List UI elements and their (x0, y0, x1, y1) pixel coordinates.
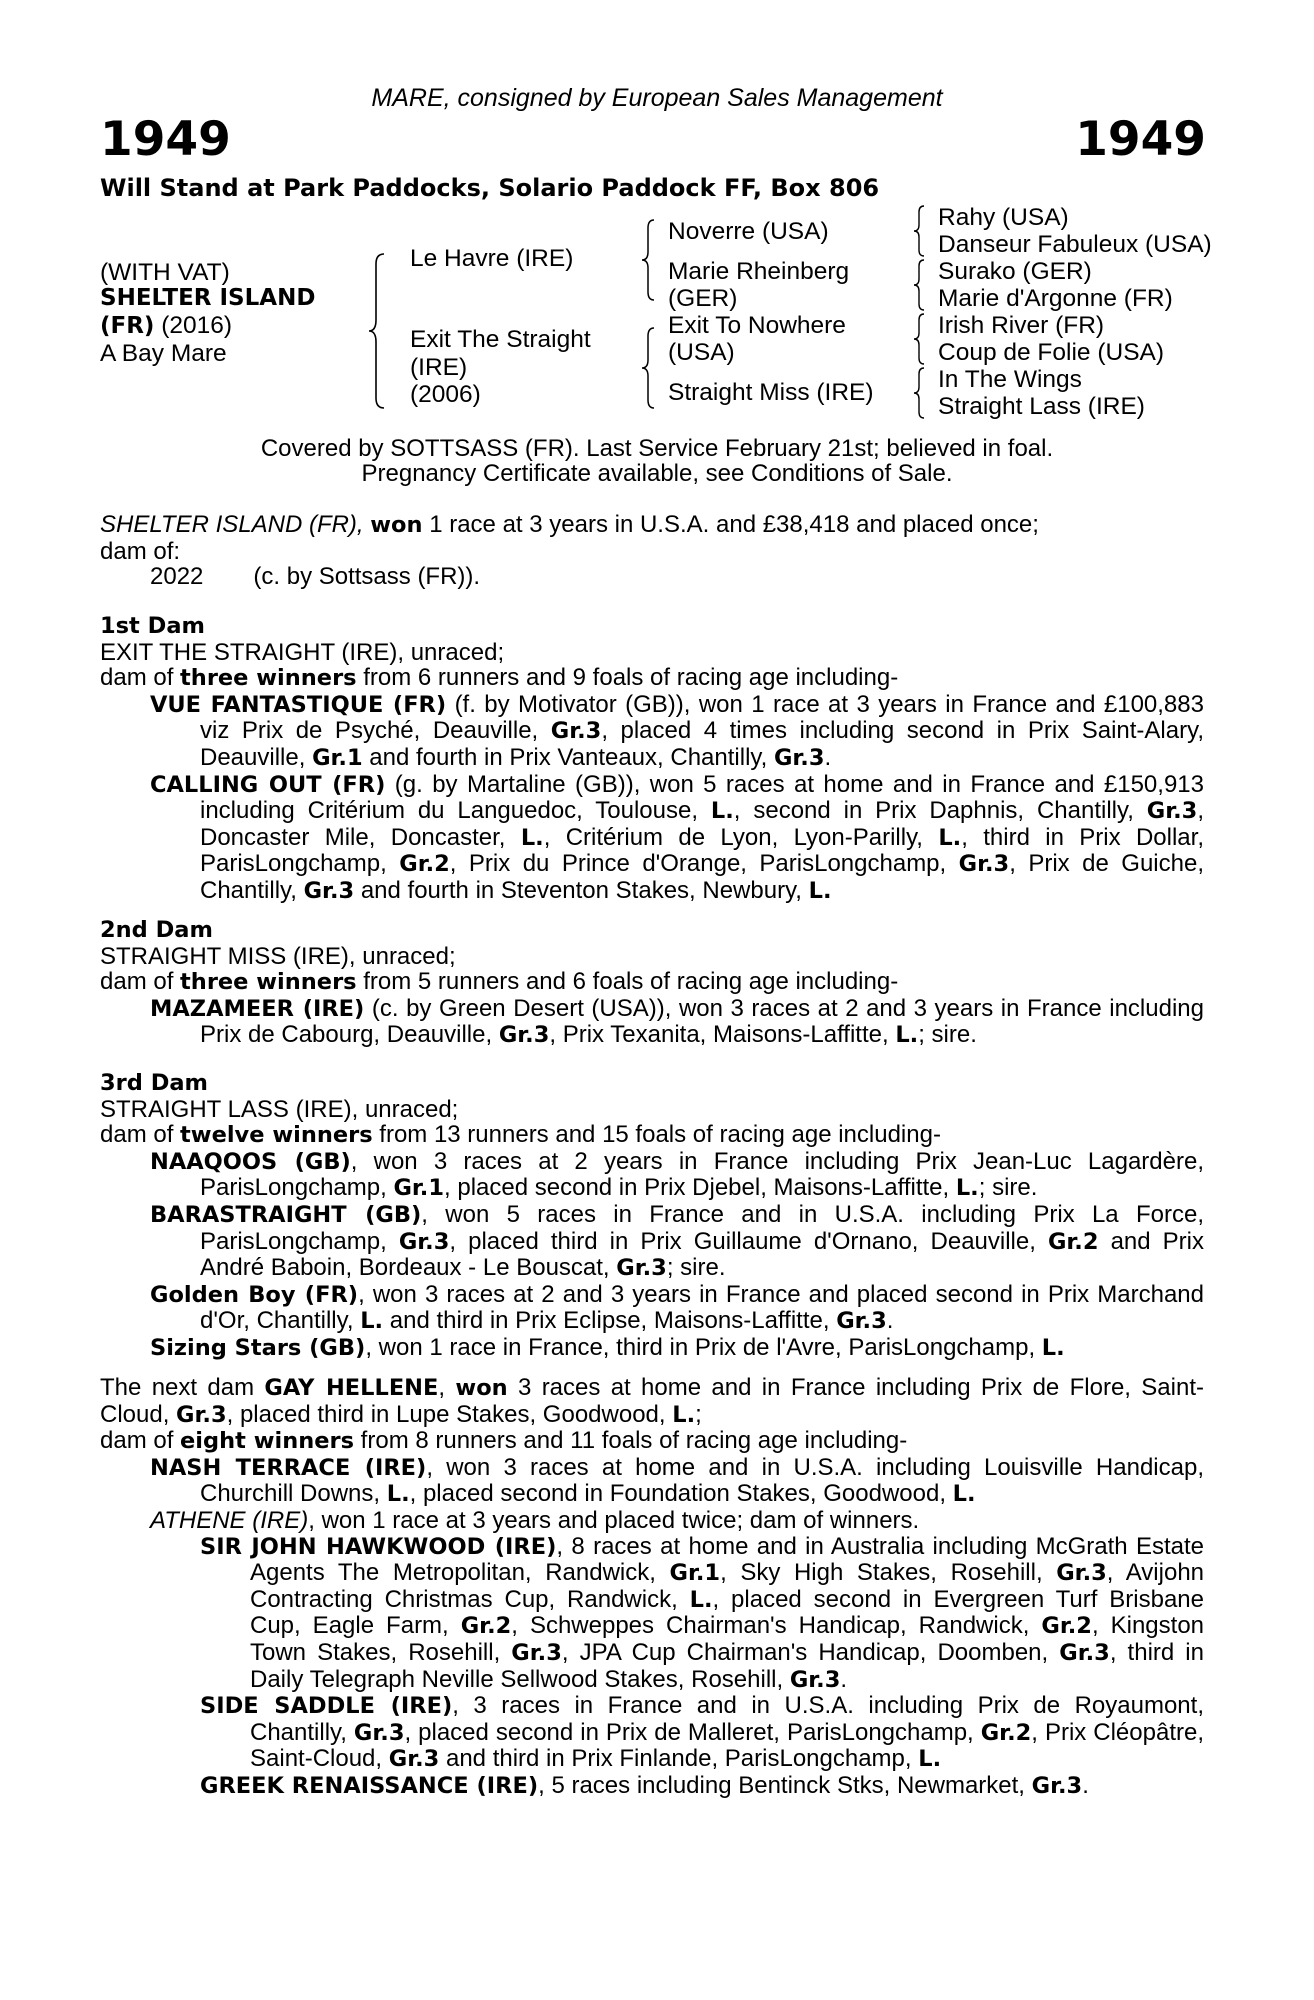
dam-sire-line2: (USA) (668, 339, 735, 366)
foal-year: 2022 (150, 563, 204, 591)
text: , 3 races in France and in U.S.A. including Prix de Royaumont, Chantilly, (250, 1692, 1204, 1746)
second-dam-line: STRAIGHT MISS (IRE), unraced; (100, 942, 456, 970)
horse-name: MAZAMEER (IRE) (150, 995, 365, 1022)
text: . (1082, 1771, 1089, 1799)
first-dam-summary (100, 665, 1204, 692)
second-dam-heading: 2nd Dam (100, 917, 213, 943)
text: The next dam (100, 1374, 265, 1401)
text: and Prix André Baboin, Bordeaux - Le Bouscat, (200, 1227, 1204, 1282)
horse-name: CALLING OUT (FR) (150, 771, 386, 798)
text: , 5 races including Bentinck Stks, Newmarket, (538, 1771, 1032, 1799)
produce-barastraight (100, 1202, 1204, 1282)
text: dam of (100, 1427, 181, 1455)
horse-description: A Bay Mare (100, 340, 227, 367)
sire-sire-sire: Rahy (USA) (938, 204, 1069, 231)
second-dam-summary (100, 969, 1204, 996)
horse-name: GAY HELLENE (264, 1375, 439, 1401)
horse-name: NASH TERRACE (IRE) (150, 1454, 427, 1481)
horse-name: ATHENE (IRE) (150, 1506, 309, 1534)
grade: Gr.1 (312, 744, 363, 771)
text: , won 1 race in France, third in Prix de l'Avre, ParisLongchamp, (365, 1333, 1042, 1361)
text: dam of (100, 968, 181, 996)
winners-count: three winners (180, 665, 357, 692)
grade: Gr.2 (1047, 1228, 1099, 1255)
produce-naaqoos (100, 1149, 1204, 1202)
produce-greek-renaissance (100, 1773, 1204, 1800)
horse-name: GREEK RENAISSANCE (IRE) (200, 1772, 539, 1799)
grade: L. (710, 798, 734, 825)
text: , Prix de Guiche, Chantilly, (200, 850, 1204, 904)
grade: Gr.2 (1041, 1613, 1092, 1640)
grade: L. (895, 1022, 919, 1049)
text: . (840, 1665, 848, 1693)
text: , placed third in Prix Guillaume d'Ornano, Deauville, (449, 1227, 1048, 1255)
text: , second in Prix Daphnis, Chantilly, (733, 797, 1147, 825)
pedigree-brace-g3 (912, 312, 932, 366)
horse-name: SIR JOHN HAWKWOOD (IRE) (200, 1533, 557, 1560)
third-dam-section (100, 1071, 1204, 1362)
grade: Gr.1 (669, 1560, 721, 1587)
second-dam-section (100, 918, 1204, 1049)
text: ; sire. (666, 1254, 726, 1282)
text: ; sire. (918, 1021, 977, 1049)
horse-origin-year (100, 312, 232, 340)
horse-origin: (FR) (100, 313, 155, 339)
grade: Gr.3 (1031, 1772, 1083, 1799)
sire-dam-dam: Marie d'Argonne (FR) (938, 285, 1173, 312)
text: , 8 races at home and in Australia including McGrath Estate Agents The Metropolitan, Randwick, (250, 1532, 1205, 1587)
text: and third in Prix Finlande, ParisLongchamp, (439, 1745, 919, 1773)
text: , (438, 1374, 456, 1401)
first-dam-section (100, 614, 1204, 905)
text: , placed second in Prix de Malleret, ParisLongchamp, (404, 1718, 981, 1746)
location-line: Will Stand at Park Paddocks, Solario Paddock FF, Box 806 (100, 174, 880, 202)
dam-name-line3: (2006) (410, 381, 481, 408)
produce-sir-john-hawkwood (100, 1534, 1204, 1694)
winners-count: twelve winners (180, 1122, 373, 1149)
dam-dam-dam: Straight Lass (IRE) (938, 393, 1145, 420)
grade: Gr.3 (773, 744, 825, 771)
grade: L. (520, 824, 544, 851)
intro-horse-name: SHELTER ISLAND (FR), (100, 511, 364, 538)
grade: Gr.3 (958, 851, 1010, 878)
sire-dam-sire: Surako (GER) (938, 258, 1092, 285)
text: , Critérium de Lyon, Lyon-Parilly, (543, 823, 939, 851)
text: , Sky High Stakes, Rosehill, (720, 1559, 1057, 1587)
pedigree-brace-g2 (912, 258, 932, 312)
horse-name: SIDE SADDLE (IRE) (200, 1693, 453, 1720)
third-dam-line: STRAIGHT LASS (IRE), unraced; (100, 1095, 459, 1123)
grade: L. (689, 1586, 713, 1613)
text: , Prix Cléopâtre, Saint-Cloud, (250, 1718, 1204, 1773)
intro-section (100, 512, 1204, 590)
grade: L. (918, 1746, 942, 1773)
lot-number-right: 1949 (1075, 112, 1206, 167)
covered-line2: Pregnancy Certificate available, see Conditions of Sale. (361, 460, 953, 487)
grade: L. (952, 1481, 976, 1508)
pedigree-brace-sire (640, 218, 664, 303)
grade: Gr.3 (498, 1022, 550, 1049)
horse-name: VUE FANTASTIQUE (FR) (150, 691, 447, 718)
grade: L. (938, 824, 962, 851)
dam-name-line2: (IRE) (410, 354, 468, 381)
text: . (824, 743, 832, 771)
text: , Kingston Town Stakes, Rosehill, (250, 1612, 1205, 1666)
text: from 13 runners and 15 foals of racing age including- (372, 1121, 941, 1149)
next-dam-summary (100, 1428, 1204, 1455)
text: , third in Daily Telegraph Neville Sellwood Stakes, Rosehill, (250, 1638, 1204, 1693)
text: , placed third in Lupe Stakes, Goodwood, (226, 1400, 673, 1428)
sire-sire-dam: Danseur Fabuleux (USA) (938, 231, 1212, 258)
grade: Gr.2 (460, 1613, 512, 1640)
sire-name: Le Havre (IRE) (410, 245, 574, 272)
sire-dam-line1: Marie Rheinberg (668, 258, 850, 285)
grade: Gr.3 (789, 1666, 841, 1693)
produce-sizing-stars (100, 1335, 1204, 1362)
text: dam of (100, 664, 181, 692)
text: 3 races at home and in France including Prix de Flore, Saint-Cloud, (100, 1374, 1204, 1428)
intro-foal (100, 564, 1204, 590)
produce-mazameer (100, 996, 1204, 1049)
next-dam-intro (100, 1375, 1204, 1428)
grade: L. (955, 1175, 979, 1202)
text: and fourth in Prix Vanteaux, Chantilly, (362, 743, 774, 771)
horse-year: (2016) (161, 312, 233, 339)
text: , won 3 races at home and in U.S.A. including Louisville Handicap, Churchill Downs, (200, 1453, 1204, 1508)
text: , Prix Texanita, Maisons-Laffitte, (549, 1021, 896, 1049)
text: from 5 runners and 6 foals of racing age including- (356, 968, 899, 996)
won-label: won (455, 1375, 508, 1401)
grade: L. (1041, 1334, 1065, 1361)
winners-count: eight winners (180, 1428, 355, 1455)
produce-nash-terrace (100, 1455, 1204, 1508)
text: , won 5 races in France and in U.S.A. including Prix La Force, ParisLongchamp, (200, 1200, 1204, 1255)
text: from 6 runners and 9 foals of racing age including- (356, 664, 899, 692)
grade: L. (672, 1401, 696, 1428)
horse-name: NAAQOOS (GB) (150, 1148, 351, 1175)
text: and fourth in Steventon Stakes, Newbury, (354, 876, 809, 904)
grade: Gr.2 (980, 1719, 1032, 1746)
grade: Gr.3 (1059, 1639, 1110, 1666)
dam-dam: Straight Miss (IRE) (668, 379, 874, 406)
text: , Avijohn Contracting Christmas Cup, Randwick, (250, 1559, 1205, 1613)
produce-golden-boy (100, 1282, 1204, 1335)
pedigree-brace-g4 (912, 366, 932, 420)
text: , Doncaster Mile, Doncaster, (200, 797, 1205, 851)
grade: L. (808, 877, 832, 904)
text: . (886, 1307, 894, 1335)
text: , placed second in Foundation Stakes, Goodwood, (409, 1480, 953, 1508)
text: ; (695, 1400, 702, 1428)
grade: Gr.3 (1146, 798, 1198, 825)
dam-name-line1: Exit The Straight (410, 326, 591, 353)
text: , won 1 race at 3 years and placed twice; dam of winners. (308, 1506, 920, 1534)
text: , third in Prix Dollar, ParisLongchamp, (200, 823, 1204, 878)
grade: Gr.3 (616, 1255, 667, 1282)
produce-athene (100, 1508, 1204, 1534)
next-dam-section (100, 1375, 1204, 1800)
vat-note: (WITH VAT) (100, 259, 230, 286)
grade: Gr.3 (176, 1401, 227, 1428)
first-dam-heading: 1st Dam (100, 613, 205, 639)
sire-dam-line2: (GER) (668, 285, 738, 312)
intro-text: 1 race at 3 years in U.S.A. and £38,418 and placed once; (422, 511, 1039, 538)
sire-sire: Noverre (USA) (668, 218, 829, 245)
grade: Gr.1 (393, 1175, 445, 1202)
dam-dam-sire: In The Wings (938, 366, 1082, 393)
text: , placed 4 times including second in Prix Saint-Alary, Deauville, (200, 717, 1204, 771)
grade: Gr.3 (1056, 1560, 1107, 1587)
text: , Prix du Prince d'Orange, ParisLongchamp, (449, 850, 959, 878)
grade: Gr.3 (550, 718, 602, 745)
horse-name: Sizing Stars (GB) (150, 1334, 366, 1361)
grade: L. (386, 1481, 410, 1508)
text: , Schweppes Chairman's Handicap, Randwick, (511, 1612, 1042, 1640)
produce-calling-out (100, 772, 1204, 905)
text: (f. by Motivator (GB)), won 1 race at 3 years in France and £100,883 viz Prix de Psyché, Deauville, (200, 690, 1204, 745)
produce-vue-fantastique (100, 692, 1204, 772)
first-dam-line: EXIT THE STRAIGHT (IRE), unraced; (100, 638, 505, 666)
grade: Gr.3 (388, 1746, 440, 1773)
horse-name: Golden Boy (FR) (150, 1281, 359, 1308)
covered-line1: Covered by SOTTSASS (FR). Last Service February 21st; believed in foal. (260, 435, 1054, 462)
consignment-line: MARE, consigned by European Sales Management (371, 84, 943, 112)
dam-sire-dam: Coup de Folie (USA) (938, 339, 1165, 366)
text: (c. by Green Desert (USA)), won 3 races at 2 and 3 years in France including Prix de Cabourg, Deauville, (200, 994, 1204, 1049)
produce-side-saddle (100, 1693, 1204, 1773)
grade: Gr.3 (836, 1308, 887, 1335)
third-dam-summary (100, 1122, 1204, 1149)
text: , won 3 races at 2 and 3 years in France and placed second in Prix Marchand d'Or, Chantilly, (200, 1280, 1204, 1335)
grade: Gr.3 (511, 1639, 562, 1666)
text: ; sire. (978, 1174, 1038, 1202)
text: and third in Prix Eclipse, Maisons-Laffitte, (383, 1307, 837, 1335)
grade: Gr.2 (399, 851, 450, 878)
dam-sire-sire: Irish River (FR) (938, 312, 1105, 339)
third-dam-heading: 3rd Dam (100, 1070, 208, 1096)
text: , placed second in Evergreen Turf Brisbane Cup, Eagle Farm, (250, 1585, 1204, 1640)
text: , JPA Cup Chairman's Handicap, Doomben, (561, 1638, 1060, 1666)
text: from 8 runners and 11 foals of racing age including- (354, 1427, 908, 1455)
winners-count: three winners (180, 969, 357, 996)
pedigree-brace-dam (640, 326, 664, 411)
grade: Gr.3 (353, 1719, 405, 1746)
pedigree-brace-main (366, 252, 396, 410)
text: , won 3 races at 2 years in France including Prix Jean-Luc Lagardère, ParisLongchamp, (200, 1147, 1204, 1202)
pedigree-brace-g1 (912, 204, 932, 258)
text: , placed second in Prix Djebel, Maisons-Laffitte, (444, 1174, 956, 1202)
horse-name: BARASTRAIGHT (GB) (150, 1201, 422, 1228)
lot-number-left: 1949 (100, 112, 231, 167)
horse-name: SHELTER ISLAND (100, 285, 316, 311)
intro-dam-of: dam of: (100, 537, 181, 565)
grade: L. (360, 1308, 384, 1335)
grade: Gr.3 (303, 877, 355, 904)
text: dam of (100, 1121, 181, 1149)
dam-sire-line1: Exit To Nowhere (668, 312, 846, 339)
grade: Gr.3 (398, 1228, 450, 1255)
intro-won: won (370, 512, 423, 538)
text: (g. by Martaline (GB)), won 5 races at home and in France and £150,913 including Critérium du Languedoc, Toulouse, (200, 770, 1204, 825)
intro-line (100, 512, 1204, 539)
foal-desc: (c. by Sottsass (FR)). (253, 563, 481, 591)
